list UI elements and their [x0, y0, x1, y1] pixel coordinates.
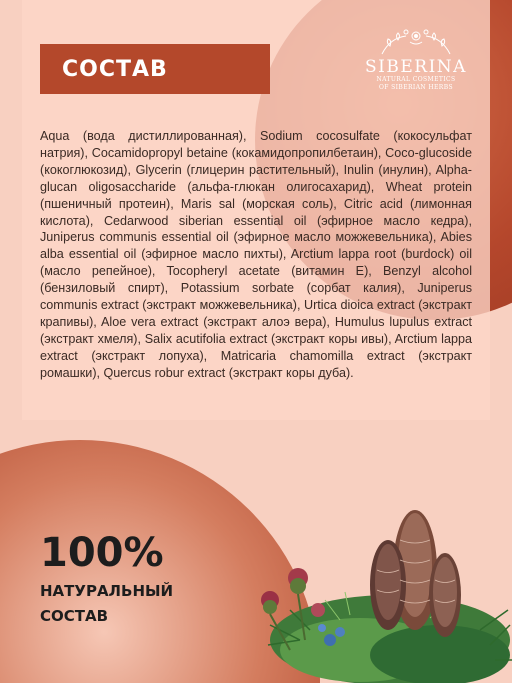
section-title: СОСТАВ [62, 56, 168, 82]
herbs-illustration [240, 500, 512, 683]
natural-label-1: НАТУРАЛЬНЫЙ [40, 582, 174, 600]
brand-name: SIBERINA [365, 57, 467, 77]
ingredients-list: Aqua (вода дистиллированная), Sodium cocosulfate (кокосульфат натрия), Cocamidopropyl betaine (кокамидопропилбетаин), Coco-glucoside (кокоглюкозид), Glycerin (глицерин растительный), Inulin (инулин), Alpha-glucan oligosaccharide (альфа-глюкан олигосахарид), Wheat protein (пшеничный протеин), Maris sal (морская соль), Citric acid (лимонная кислота), Cedarwood siberian essential oil (эфирное масло кедра), Juniperus communis essential oil (эфирное масло можжевельника), Abies alba essential oil (эфирное масло пихты), Arctium lappa root (burdock) oil (масло репейное), Tocopheryl acetate (витамин Е), Benzyl alcohol (бензиловый спирт), Potassium sorbate (сорбат калия), Juniperus communis extract (экстракт можжевельника), Urtica dioica extract (экстракт крапивы), Aloe vera extract (экстракт алоэ вера), Humulus lupulus extract (экстракт хмеля), Salix acutifolia extract (экстракт коры ивы), Arctium lappa extract (экстракт лопуха), Matricaria chamomilla extract (экстракт ромашки), Quercus robur extract (экстракт коры дуба). [40, 129, 472, 380]
floral-wreath-icon [376, 28, 456, 56]
pine-cones [370, 510, 461, 637]
brand-tagline-2: OF SIBERIAN HERBS [378, 84, 454, 91]
natural-label-2: СОСТАВ [40, 607, 109, 625]
brand-logo [356, 28, 476, 108]
natural-badge [40, 530, 173, 626]
brand-tagline-1: NATURAL COSMETICS [376, 76, 456, 83]
natural-percent: 100% [40, 530, 164, 576]
section-header [40, 44, 270, 94]
